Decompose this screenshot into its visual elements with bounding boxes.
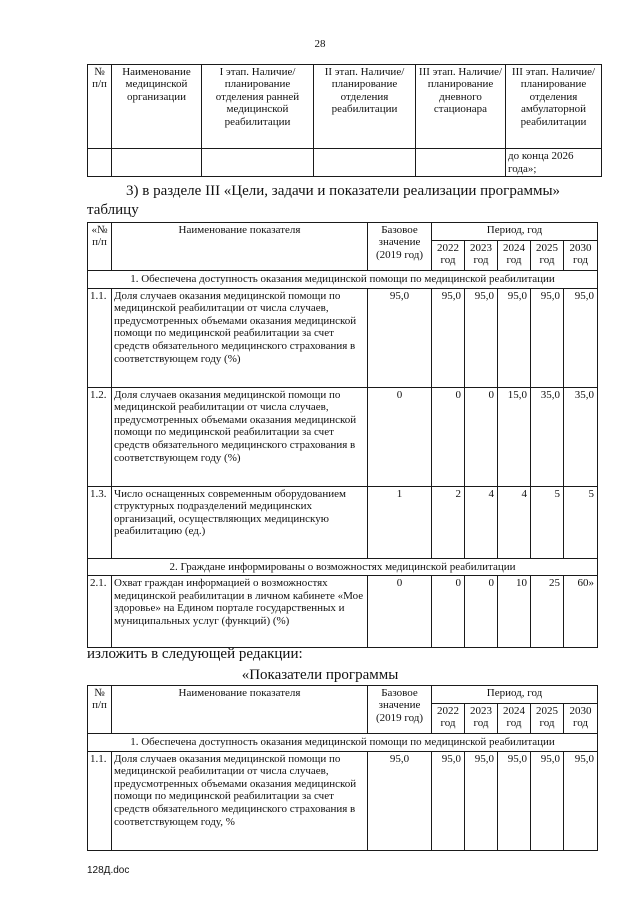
cell (314, 149, 416, 177)
section-heading: 1. Обеспечена доступность оказания медицинской помощи по медицинской реабилитации (88, 734, 598, 752)
indicator-name: Охват граждан информацией о возможностях медицинской реабилитации в личном кабинете «Мое здоровье» на Едином портале государственных и муниципальных услуг (функций) (%) (112, 576, 368, 648)
header-base-value: Базовое значение (2019 год) (368, 686, 432, 734)
year-value: 2 (432, 486, 465, 558)
base-value: 0 (368, 387, 432, 486)
header-year: 2025 год (531, 704, 564, 734)
header-stage1: I этап. Наличие/ планирование отделения ранней медицинской реабилитации (202, 65, 314, 149)
year-value: 35,0 (564, 387, 598, 486)
year-value: 95,0 (465, 751, 498, 850)
indicators-table-old (87, 222, 598, 648)
year-value: 95,0 (564, 288, 598, 387)
year-value: 25 (531, 576, 564, 648)
header-year: 2024 год (498, 704, 531, 734)
header-year: 2030 год (564, 704, 598, 734)
header-organization: Наименование медицинской организации (112, 65, 202, 149)
cell (416, 149, 506, 177)
indicator-name: Доля случаев оказания медицинской помощи по медицинской реабилитации от числа случаев, предусмотренных объемами оказания медицинской помощи по медицинской реабилитации за счет средств обязательного медицинского страхования в соответствующем году (%) (112, 387, 368, 486)
table-row (88, 486, 598, 558)
base-value: 1 (368, 486, 432, 558)
year-value: 5 (531, 486, 564, 558)
header-indicator-name: Наименование показателя (112, 223, 368, 271)
year-value: 95,0 (564, 751, 598, 850)
year-value: 95,0 (498, 288, 531, 387)
row-number: 1.2. (88, 387, 112, 486)
year-value: 95,0 (531, 751, 564, 850)
header-num: «№ п/п (88, 223, 112, 271)
year-value: 95,0 (531, 288, 564, 387)
footer-filename: 128Д.doc (87, 865, 130, 876)
header-period: Период, год (432, 686, 598, 704)
header-year: 2022 год (432, 704, 465, 734)
header-indicator-name: Наименование показателя (112, 686, 368, 734)
base-value: 95,0 (368, 751, 432, 850)
rehab-departments-table (87, 64, 602, 177)
year-value: 60» (564, 576, 598, 648)
year-value: 0 (432, 576, 465, 648)
header-stage3-day: III этап. Наличие/ планирование дневного стационара (416, 65, 506, 149)
row-number: 1.3. (88, 486, 112, 558)
table-row (88, 387, 598, 486)
table-row (88, 576, 598, 648)
header-year: 2024 год (498, 241, 531, 271)
header-num: № п/п (88, 65, 112, 149)
year-value: 4 (465, 486, 498, 558)
paragraph-intro: 3) в разделе III «Цели, задачи и показатели реализации программы» (126, 183, 561, 199)
header-base-value: Базовое значение (2019 год) (368, 223, 432, 271)
header-num: № п/п (88, 686, 112, 734)
header-stage3-ambulatory: III этап. Наличие/ планирование отделения амбулаторной реабилитации (506, 65, 602, 149)
indicator-name: Доля случаев оказания медицинской помощи по медицинской реабилитации от числа случаев, предусмотренных объемами оказания медицинской помощи по медицинской реабилитации за счет средств обязательного медицинского страхования в соответствующем году (%) (112, 288, 368, 387)
year-value: 0 (465, 387, 498, 486)
year-value: 95,0 (432, 288, 465, 387)
header-year: 2023 год (465, 704, 498, 734)
year-value: 5 (564, 486, 598, 558)
row-number: 2.1. (88, 576, 112, 648)
year-value: 0 (465, 576, 498, 648)
header-year: 2025 год (531, 241, 564, 271)
year-value: 0 (432, 387, 465, 486)
cell-deadline: до конца 2026 года»; (506, 149, 602, 177)
header-stage2: II этап. Наличие/ планирование отделения реабилитации (314, 65, 416, 149)
base-value: 0 (368, 576, 432, 648)
cell (112, 149, 202, 177)
indicator-name: Число оснащенных современным оборудованием структурных подразделений медицинских организаций, осуществляющих медицинскую реабилитацию (ед.) (112, 486, 368, 558)
year-value: 95,0 (432, 751, 465, 850)
header-year: 2023 год (465, 241, 498, 271)
table-row (88, 288, 598, 387)
section-heading: 1. Обеспечена доступность оказания медицинской помощи по медицинской реабилитации (88, 271, 598, 289)
row-number: 1.1. (88, 751, 112, 850)
section-heading: 2. Граждане информированы о возможностях медицинской реабилитации (88, 558, 598, 576)
cell (88, 149, 112, 177)
year-value: 95,0 (498, 751, 531, 850)
indicators-table-new (87, 685, 598, 851)
base-value: 95,0 (368, 288, 432, 387)
cell (202, 149, 314, 177)
year-value: 10 (498, 576, 531, 648)
table-row (88, 149, 602, 177)
table-row (88, 751, 598, 850)
paragraph-intro-cont: таблицу (87, 202, 139, 218)
paragraph-replace: изложить в следующей редакции: (87, 646, 303, 662)
header-year: 2022 год (432, 241, 465, 271)
section-title: «Показатели программы (241, 667, 399, 683)
year-value: 4 (498, 486, 531, 558)
header-period: Период, год (432, 223, 598, 241)
row-number: 1.1. (88, 288, 112, 387)
year-value: 35,0 (531, 387, 564, 486)
page-number: 28 (314, 38, 326, 50)
year-value: 95,0 (465, 288, 498, 387)
header-year: 2030 год (564, 241, 598, 271)
year-value: 15,0 (498, 387, 531, 486)
indicator-name: Доля случаев оказания медицинской помощи по медицинской реабилитации от числа случаев, предусмотренных объемами оказания медицинской помощи по медицинской реабилитации за счет средств обязательного медицинского страхования в соответствующем году, % (112, 751, 368, 850)
